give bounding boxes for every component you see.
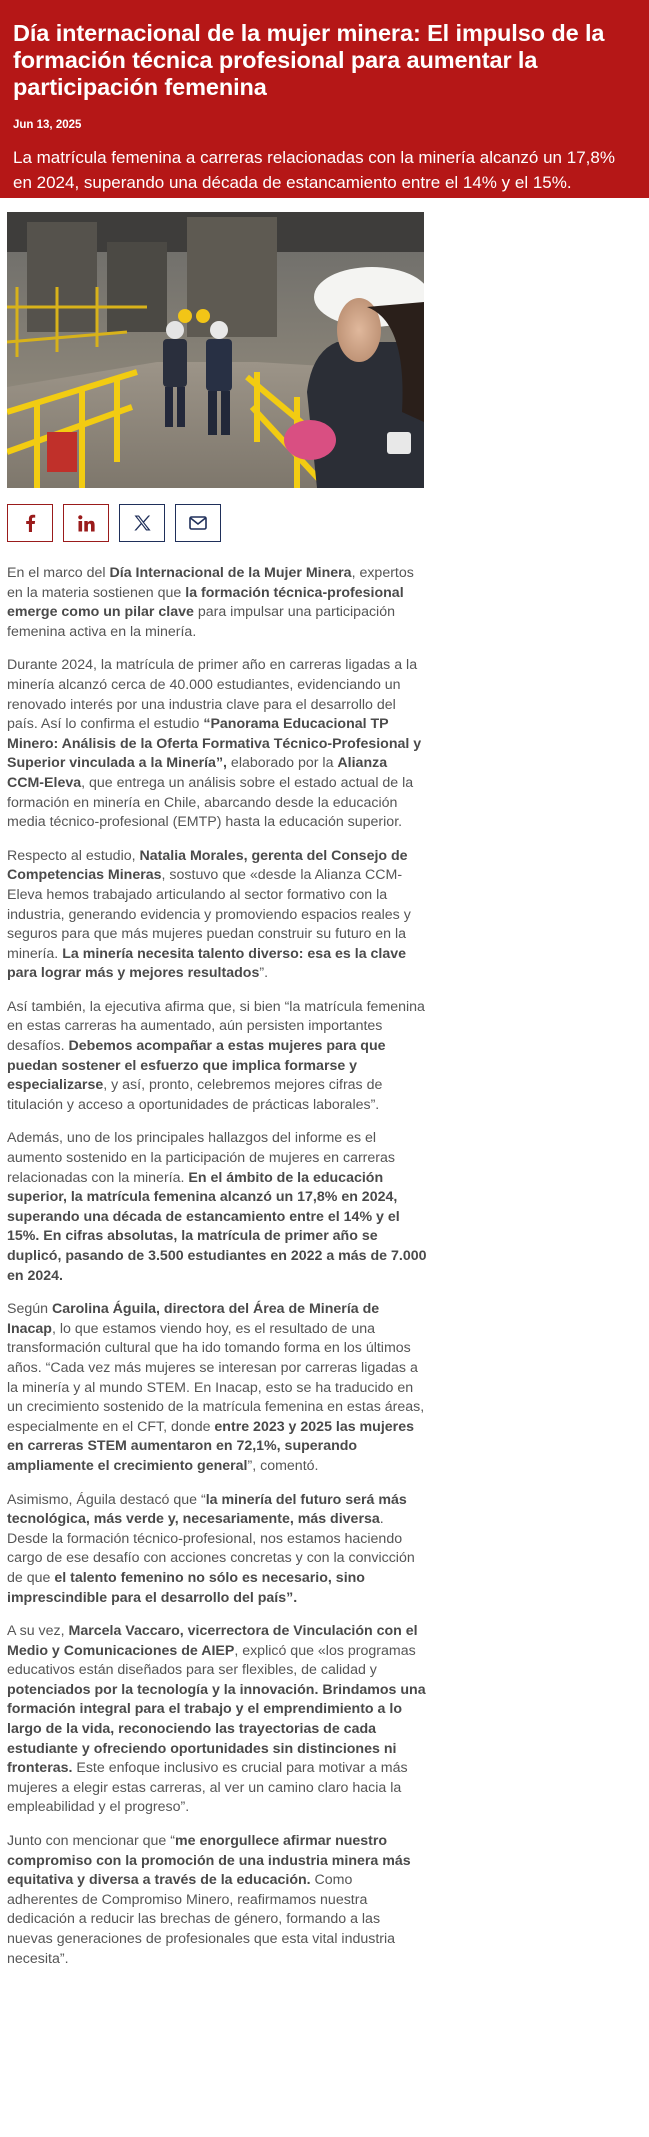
facebook-icon <box>23 514 37 532</box>
body-text: , que entrega un análisis sobre el estado actual de la formación en minería en Chile, abarcando desde la educación media técnico-profesional (EMTP) hasta la educación superior. <box>7 774 414 831</box>
article-paragraph <box>7 1491 427 1609</box>
emphasis-text: la minería del futuro será más tecnológica, más verde y, necesariamente, más diversa <box>7 1491 407 1528</box>
body-text: Como adherentes de Compromiso Minero, reafirmamos nuestra dedicación a reducir las brechas de género, formando a las nuevas generaciones de profesionales que esta vital industria necesita”. <box>7 1872 396 1967</box>
emphasis-text: me enorgullece afirmar nuestro compromiso con la promoción de una industria minera más equitativa y diversa a través de la educación. <box>7 1833 411 1889</box>
body-text: Durante 2024, la matrícula de primer año en carreras ligadas a la minería alcanzó cerca de 40.000 estudiantes, evidenciando un renovado interés por una industria clave para el desarrollo del país. Así lo confirma el estudio <box>7 657 418 733</box>
article-paragraph <box>7 1832 427 1969</box>
body-text: Así también, la ejecutiva afirma que, si bien “la matrícula femenina en estas carreras ha aumentado, aún persisten importantes desafíos. <box>7 998 425 1055</box>
body-text: Además, uno de los principales hallazgos del informe es el aumento sostenido en la participación de mujeres en carreras relacionadas con la minería. <box>7 1130 396 1186</box>
article-body <box>7 564 427 1969</box>
article-header <box>0 0 649 198</box>
emphasis-text: entre 2023 y 2025 las mujeres en carreras STEM aumentaron en 72,1%, superando ampliamente el crecimiento general <box>7 1418 414 1474</box>
article-paragraph <box>7 847 427 984</box>
emphasis-text: Natalia Morales, gerenta del Consejo de Competencias Mineras <box>7 847 408 884</box>
emphasis-text: el talento femenino no sólo es necesario, sino imprescindible para el desarrollo del país”. <box>7 1569 365 1606</box>
body-text: ”. <box>259 965 269 982</box>
body-text: para impulsar una participación femenina activa en la minería. <box>7 604 395 640</box>
article-paragraph <box>7 1622 427 1818</box>
emphasis-text: Marcela Vaccaro, vicerrectora de Vinculación con el Medio y Comunicaciones de AIEP <box>7 1623 418 1659</box>
body-text: , explicó que «los programas educativos están diseñados para ser flexibles, de calidad y <box>7 1642 416 1679</box>
body-text: ”, comentó. <box>247 1457 319 1474</box>
body-text: . Desde la formación técnico-profesional, nos estamos haciendo cargo de ese desafío con acciones concretas y con la convicción de que <box>7 1511 415 1586</box>
body-text: elaborado por la <box>226 755 338 772</box>
body-text: A su vez, <box>7 1623 69 1640</box>
emphasis-text: En el ámbito de la educación superior, la matrícula femenina alcanzó un 17,8% en 2024, superando una década de estancamiento entre el 14% y el 15%. En cifras absolutas, la matrícula de primer año se duplicó, pasando de 3.500 estudiantes en 2022 a más de 7.000 en 2024. <box>7 1169 427 1284</box>
body-text: Este enfoque inclusivo es crucial para motivar a más mujeres a elegir estas carreras, al ver un camino claro hacia la empleabilidad y el progreso”. <box>7 1760 408 1816</box>
emphasis-text: potenciados por la tecnología y la innovación. Brindamos una formación integral para el trabajo y el emprendimiento a lo largo de la vida, reconociendo las trayectorias de cada estudiante y ofreciendo oportunidades sin distinciones ni fronteras. <box>7 1681 426 1777</box>
body-text: En el marco del <box>7 565 110 581</box>
article-paragraph <box>7 656 427 832</box>
emphasis-text: Día Internacional de la Mujer Minera <box>109 565 352 581</box>
body-text: Junto con mencionar que “ <box>7 1833 175 1850</box>
body-text: Según <box>7 1301 52 1318</box>
body-text: , lo que estamos viendo hoy, es el resultado de una transformación cultural que ha ido tomando forma en los últimos años. “Cada vez más mujeres se interesan por carreras ligadas a la minería y al mundo STEM. En Inacap, esto se ha traducido en un crecimiento sostenido de la matrícula femenina en estas áreas, especialmente en el CFT, donde <box>7 1320 425 1435</box>
article-title: Día internacional de la mujer minera: El impulso de la formación técnica profesional para aumentar la participación femenina <box>13 20 605 100</box>
article-paragraph <box>7 564 427 642</box>
emphasis-text: La minería necesita talento diverso: esa es la clave para lograr más y mejores resultados <box>7 945 407 982</box>
body-text: Respecto al estudio, <box>7 847 140 864</box>
publish-date: Jun 13, 2025 <box>13 119 82 131</box>
share-email-button[interactable] <box>175 504 221 542</box>
article-lede: La matrícula femenina a carreras relacionadas con la minería alcanzó un 17,8% en 2024, superando una década de estancamiento entre el 14% y el 15%. <box>13 148 615 192</box>
body-text: Asimismo, Águila destacó que “ <box>7 1491 206 1508</box>
linkedin-icon <box>78 515 95 532</box>
article-paragraph <box>7 1129 427 1286</box>
share-facebook-button[interactable] <box>7 504 53 542</box>
share-linkedin-button[interactable] <box>63 504 109 542</box>
article-paragraph <box>7 1300 427 1476</box>
emphasis-text: Carolina Águila, directora del Área de Minería de Inacap <box>7 1301 380 1337</box>
emphasis-text: Debemos acompañar a estas mujeres para que puedan sostener el esfuerzo que implica formarse y especializarse <box>7 1038 386 1094</box>
emphasis-text: la formación técnica-profesional emerge como un pilar clave <box>7 584 404 621</box>
body-text: , y así, pronto, celebremos mejores cifras de titulación y acceso a oportunidades de prácticas laborales”. <box>7 1077 383 1113</box>
hero-photo <box>7 212 424 488</box>
share-x-button[interactable] <box>119 504 165 542</box>
body-text: , expertos en la materia sostienen que <box>7 565 414 601</box>
emphasis-text: Alianza CCM-Eleva <box>7 755 388 791</box>
share-bar <box>7 504 649 542</box>
emphasis-text: “Panorama Educacional TP Minero: Análisis de la Oferta Formativa Técnico-Profesional y Superior vinculada a la Minería”, <box>7 716 422 772</box>
mail-icon <box>189 516 207 530</box>
x-icon <box>134 515 151 531</box>
body-text: , sostuvo que «desde la Alianza CCM-Eleva hemos trabajado articulando al sector formativo con la industria, generando evidencia y promoviendo espacios reales y seguros para que más mujeres puedan construir su futuro en la minería. <box>7 867 411 962</box>
article-paragraph <box>7 998 427 1116</box>
